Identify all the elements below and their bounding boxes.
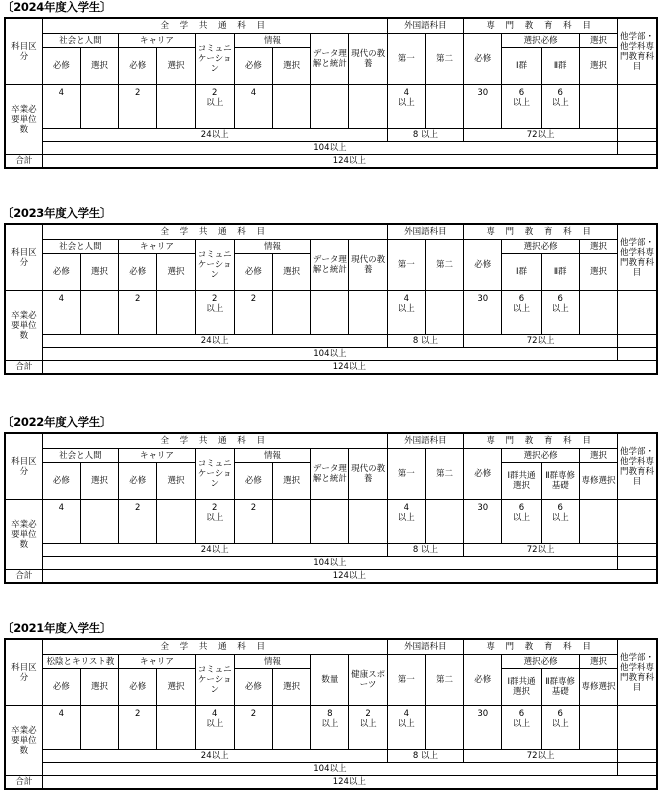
col9-value: 2 以上 bbox=[349, 706, 387, 750]
col8-header: データ理解と統計 bbox=[311, 449, 349, 500]
zengaku-header: 全 学 共 通 科 目 bbox=[42, 224, 387, 240]
requirements-table bbox=[4, 223, 658, 375]
senmon-hisshu-value: 30 bbox=[464, 500, 502, 544]
gaikokugo-header: 外国語科目 bbox=[387, 224, 463, 240]
group2-header: Ⅱ群 bbox=[541, 254, 579, 291]
senmon-hisshu-value: 30 bbox=[464, 291, 502, 335]
sentaku-hisshu-header: 選択必修 bbox=[502, 449, 579, 463]
zengaku-total: 24以上 bbox=[42, 335, 387, 348]
group2-header: Ⅱ群 bbox=[541, 48, 579, 85]
senmon-sentaku-header: 選択 bbox=[579, 655, 617, 669]
daiichi-header: 第一 bbox=[387, 34, 425, 85]
group1-header: Ⅰ群共通選択 bbox=[502, 463, 541, 500]
communication-header: コミュニケーション bbox=[195, 240, 234, 291]
area1-header: 社会と人間 bbox=[42, 34, 118, 48]
tagakubu-total bbox=[618, 335, 657, 348]
area1-sentaku-value bbox=[80, 500, 118, 544]
group2-value: 6 以上 bbox=[541, 500, 579, 544]
col8-header: 数量 bbox=[311, 655, 349, 706]
kamoku-kubun-header: 科目区分 bbox=[5, 433, 42, 500]
senmon-hisshu-value: 30 bbox=[464, 706, 502, 750]
tagakubu-value bbox=[618, 85, 657, 129]
sotsugyo-blank bbox=[618, 142, 657, 155]
career-sentaku-header: 選択 bbox=[157, 463, 195, 500]
area1-hisshu-header: 必修 bbox=[42, 48, 80, 85]
goukei-header: 合計 bbox=[5, 570, 42, 584]
joho-header: 情報 bbox=[234, 240, 310, 254]
area1-header: 松陰とキリスト教 bbox=[42, 655, 118, 669]
communication-value: 2 以上 bbox=[195, 500, 234, 544]
gaikokugo-header: 外国語科目 bbox=[387, 433, 463, 449]
tagakubu-total bbox=[618, 544, 657, 557]
sentaku-hisshu-header: 選択必修 bbox=[502, 240, 579, 254]
goukei-total: 124以上 bbox=[42, 155, 657, 169]
career-hisshu-value: 2 bbox=[119, 291, 157, 335]
group1-header: Ⅰ群共通選択 bbox=[502, 669, 541, 706]
senmon-header: 専 門 教 育 科 目 bbox=[464, 433, 618, 449]
section-title: 〔2023年度入学生〕 bbox=[2, 206, 112, 220]
joho-hisshu-header: 必修 bbox=[234, 254, 272, 291]
joho-sentaku-header: 選択 bbox=[273, 48, 311, 85]
senmon-header: 専 門 教 育 科 目 bbox=[464, 18, 618, 34]
group1-value: 6 以上 bbox=[502, 291, 541, 335]
daini-header: 第二 bbox=[425, 34, 463, 85]
senshu-sentaku-header: 選択 bbox=[579, 48, 617, 85]
gaikokugo-total: 8 以上 bbox=[387, 544, 463, 557]
joho-hisshu-value: 2 bbox=[234, 291, 272, 335]
area1-sentaku-value bbox=[80, 706, 118, 750]
communication-header: コミュニケーション bbox=[195, 34, 234, 85]
joho-hisshu-header: 必修 bbox=[234, 669, 272, 706]
sotsugyo-total: 104以上 bbox=[42, 557, 617, 570]
area1-sentaku-header: 選択 bbox=[80, 48, 118, 85]
senmon-total: 72以上 bbox=[464, 335, 618, 348]
goukei-header: 合計 bbox=[5, 776, 42, 790]
requirements-table bbox=[4, 432, 658, 584]
gaikokugo-total: 8 以上 bbox=[387, 335, 463, 348]
goukei-header: 合計 bbox=[5, 361, 42, 375]
career-header: キャリア bbox=[119, 34, 195, 48]
tagakubu-header: 他学部・他学科専門教育科目 bbox=[618, 18, 657, 85]
senmon-hisshu-header: 必修 bbox=[464, 449, 502, 500]
career-sentaku-value bbox=[157, 706, 195, 750]
group1-value: 6 以上 bbox=[502, 706, 541, 750]
requirements-table bbox=[4, 17, 658, 169]
senmon-header: 専 門 教 育 科 目 bbox=[464, 224, 618, 240]
senmon-sentaku-header: 選択 bbox=[579, 240, 617, 254]
kamoku-kubun-header: 科目区分 bbox=[5, 639, 42, 706]
area1-sentaku-header: 選択 bbox=[80, 254, 118, 291]
col9-header: 現代の教養 bbox=[349, 240, 387, 291]
sotsugyo-blank bbox=[618, 557, 657, 570]
tagakubu-header: 他学部・他学科専門教育科目 bbox=[618, 433, 657, 500]
communication-header: コミュニケーション bbox=[195, 449, 234, 500]
daini-header: 第二 bbox=[425, 449, 463, 500]
senmon-sentaku-header: 選択 bbox=[579, 449, 617, 463]
senmon-hisshu-header: 必修 bbox=[464, 240, 502, 291]
daiichi-header: 第一 bbox=[387, 655, 425, 706]
daini-header: 第二 bbox=[425, 240, 463, 291]
tagakubu-value bbox=[618, 706, 657, 750]
tagakubu-total bbox=[618, 750, 657, 763]
group1-header: Ⅰ群 bbox=[502, 48, 541, 85]
zengaku-total: 24以上 bbox=[42, 544, 387, 557]
senmon-total: 72以上 bbox=[464, 544, 618, 557]
gaikokugo-total: 8 以上 bbox=[387, 750, 463, 763]
senmon-sentaku-header: 選択 bbox=[579, 34, 617, 48]
goukei-total: 124以上 bbox=[42, 570, 657, 584]
sotsugyo-total: 104以上 bbox=[42, 763, 617, 776]
group2-value: 6 以上 bbox=[541, 706, 579, 750]
communication-header: コミュニケーション bbox=[195, 655, 234, 706]
career-hisshu-value: 2 bbox=[119, 500, 157, 544]
career-hisshu-header: 必修 bbox=[119, 254, 157, 291]
col8-value bbox=[311, 85, 349, 129]
area1-hisshu-value: 4 bbox=[42, 500, 80, 544]
zengaku-header: 全 学 共 通 科 目 bbox=[42, 433, 387, 449]
career-sentaku-value bbox=[157, 500, 195, 544]
zengaku-total: 24以上 bbox=[42, 750, 387, 763]
joho-sentaku-value bbox=[273, 85, 311, 129]
requirements-table bbox=[4, 638, 658, 790]
joho-hisshu-header: 必修 bbox=[234, 48, 272, 85]
senmon-hisshu-header: 必修 bbox=[464, 655, 502, 706]
group2-value: 6 以上 bbox=[541, 85, 579, 129]
senmon-sentaku-value bbox=[579, 706, 617, 750]
joho-hisshu-header: 必修 bbox=[234, 463, 272, 500]
gaikokugo-header: 外国語科目 bbox=[387, 18, 463, 34]
career-hisshu-value: 2 bbox=[119, 85, 157, 129]
daini-value bbox=[425, 85, 463, 129]
communication-value: 2 以上 bbox=[195, 291, 234, 335]
career-sentaku-header: 選択 bbox=[157, 48, 195, 85]
group1-value: 6 以上 bbox=[502, 500, 541, 544]
sotsugyo-blank bbox=[618, 763, 657, 776]
area1-hisshu-value: 4 bbox=[42, 85, 80, 129]
joho-sentaku-value bbox=[273, 291, 311, 335]
zengaku-header: 全 学 共 通 科 目 bbox=[42, 639, 387, 655]
section-title: 〔2022年度入学生〕 bbox=[2, 415, 112, 429]
col9-header: 現代の教養 bbox=[349, 449, 387, 500]
career-header: キャリア bbox=[119, 240, 195, 254]
col9-value bbox=[349, 500, 387, 544]
daini-value bbox=[425, 291, 463, 335]
area1-header: 社会と人間 bbox=[42, 240, 118, 254]
tagakubu-header: 他学部・他学科専門教育科目 bbox=[618, 639, 657, 706]
col8-value bbox=[311, 500, 349, 544]
career-sentaku-value bbox=[157, 85, 195, 129]
col8-value bbox=[311, 291, 349, 335]
joho-sentaku-value bbox=[273, 500, 311, 544]
section-title: 〔2021年度入学生〕 bbox=[2, 621, 112, 635]
sentaku-hisshu-header: 選択必修 bbox=[502, 34, 579, 48]
daini-value bbox=[425, 706, 463, 750]
sotsugyo-total: 104以上 bbox=[42, 348, 617, 361]
gaikokugo-total: 8 以上 bbox=[387, 129, 463, 142]
sotsugyo-header: 卒業必要単位数 bbox=[5, 706, 42, 776]
area1-hisshu-value: 4 bbox=[42, 706, 80, 750]
sentaku-hisshu-header: 選択必修 bbox=[502, 655, 579, 669]
goukei-total: 124以上 bbox=[42, 361, 657, 375]
daini-value bbox=[425, 500, 463, 544]
senmon-sentaku-value bbox=[579, 291, 617, 335]
tagakubu-value bbox=[618, 500, 657, 544]
col8-header: データ理解と統計 bbox=[311, 34, 349, 85]
section-title: 〔2024年度入学生〕 bbox=[2, 0, 112, 14]
senshu-sentaku-header: 選択 bbox=[579, 254, 617, 291]
daiichi-value: 4 以上 bbox=[387, 706, 425, 750]
goukei-total: 124以上 bbox=[42, 776, 657, 790]
career-sentaku-header: 選択 bbox=[157, 669, 195, 706]
career-hisshu-value: 2 bbox=[119, 706, 157, 750]
joho-header: 情報 bbox=[234, 34, 310, 48]
group2-header: Ⅱ群専修基礎 bbox=[541, 669, 579, 706]
area1-sentaku-value bbox=[80, 85, 118, 129]
sotsugyo-blank bbox=[618, 348, 657, 361]
joho-sentaku-header: 選択 bbox=[273, 669, 311, 706]
kamoku-kubun-header: 科目区分 bbox=[5, 224, 42, 291]
area1-header: 社会と人間 bbox=[42, 449, 118, 463]
joho-hisshu-value: 2 bbox=[234, 500, 272, 544]
communication-value: 2 以上 bbox=[195, 85, 234, 129]
col9-value bbox=[349, 85, 387, 129]
group1-header: Ⅰ群 bbox=[502, 254, 541, 291]
col8-header: データ理解と統計 bbox=[311, 240, 349, 291]
senmon-sentaku-value bbox=[579, 85, 617, 129]
senmon-hisshu-header: 必修 bbox=[464, 34, 502, 85]
joho-hisshu-value: 2 bbox=[234, 706, 272, 750]
tagakubu-header: 他学部・他学科専門教育科目 bbox=[618, 224, 657, 291]
group2-value: 6 以上 bbox=[541, 291, 579, 335]
senmon-header: 専 門 教 育 科 目 bbox=[464, 639, 618, 655]
senmon-hisshu-value: 30 bbox=[464, 85, 502, 129]
joho-header: 情報 bbox=[234, 655, 310, 669]
daiichi-value: 4 以上 bbox=[387, 85, 425, 129]
area1-sentaku-header: 選択 bbox=[80, 463, 118, 500]
career-sentaku-header: 選択 bbox=[157, 254, 195, 291]
career-hisshu-header: 必修 bbox=[119, 463, 157, 500]
tagakubu-value bbox=[618, 291, 657, 335]
area1-hisshu-header: 必修 bbox=[42, 463, 80, 500]
joho-sentaku-header: 選択 bbox=[273, 254, 311, 291]
goukei-header: 合計 bbox=[5, 155, 42, 169]
area1-hisshu-value: 4 bbox=[42, 291, 80, 335]
gaikokugo-header: 外国語科目 bbox=[387, 639, 463, 655]
joho-header: 情報 bbox=[234, 449, 310, 463]
area1-sentaku-value bbox=[80, 291, 118, 335]
joho-hisshu-value: 4 bbox=[234, 85, 272, 129]
tagakubu-total bbox=[618, 129, 657, 142]
zengaku-header: 全 学 共 通 科 目 bbox=[42, 18, 387, 34]
area1-hisshu-header: 必修 bbox=[42, 254, 80, 291]
group2-header: Ⅱ群専修基礎 bbox=[541, 463, 579, 500]
career-header: キャリア bbox=[119, 449, 195, 463]
daiichi-header: 第一 bbox=[387, 449, 425, 500]
career-hisshu-header: 必修 bbox=[119, 48, 157, 85]
sotsugyo-header: 卒業必要単位数 bbox=[5, 500, 42, 570]
group1-value: 6 以上 bbox=[502, 85, 541, 129]
senmon-total: 72以上 bbox=[464, 129, 618, 142]
area1-sentaku-header: 選択 bbox=[80, 669, 118, 706]
senmon-total: 72以上 bbox=[464, 750, 618, 763]
senshu-sentaku-header: 専修選択 bbox=[579, 669, 617, 706]
daiichi-value: 4 以上 bbox=[387, 291, 425, 335]
area1-hisshu-header: 必修 bbox=[42, 669, 80, 706]
career-hisshu-header: 必修 bbox=[119, 669, 157, 706]
kamoku-kubun-header: 科目区分 bbox=[5, 18, 42, 85]
zengaku-total: 24以上 bbox=[42, 129, 387, 142]
sotsugyo-header: 卒業必要単位数 bbox=[5, 291, 42, 361]
col9-header: 健康スポーツ bbox=[349, 655, 387, 706]
joho-sentaku-header: 選択 bbox=[273, 463, 311, 500]
joho-sentaku-value bbox=[273, 706, 311, 750]
sotsugyo-total: 104以上 bbox=[42, 142, 617, 155]
col9-header: 現代の教養 bbox=[349, 34, 387, 85]
col8-value: 8 以上 bbox=[311, 706, 349, 750]
career-header: キャリア bbox=[119, 655, 195, 669]
sotsugyo-header: 卒業必要単位数 bbox=[5, 85, 42, 155]
daini-header: 第二 bbox=[425, 655, 463, 706]
col9-value bbox=[349, 291, 387, 335]
senshu-sentaku-header: 専修選択 bbox=[579, 463, 617, 500]
daiichi-header: 第一 bbox=[387, 240, 425, 291]
career-sentaku-value bbox=[157, 291, 195, 335]
communication-value: 4 以上 bbox=[195, 706, 234, 750]
senmon-sentaku-value bbox=[579, 500, 617, 544]
daiichi-value: 4 以上 bbox=[387, 500, 425, 544]
